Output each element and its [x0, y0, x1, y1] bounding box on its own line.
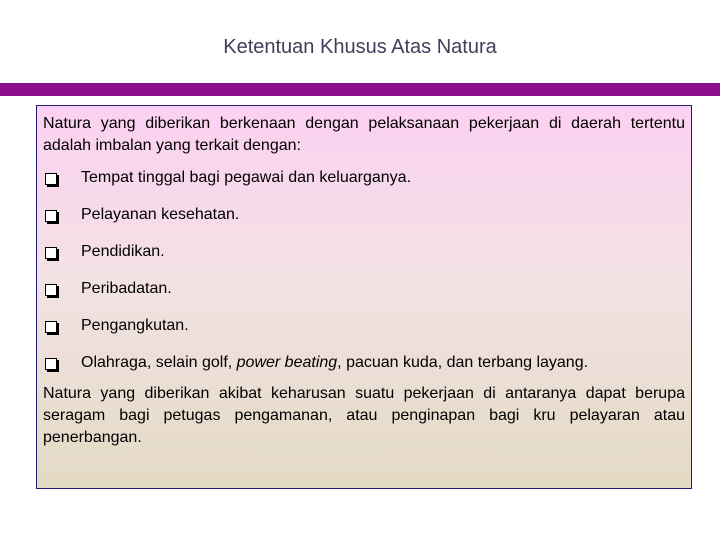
hollow-square-bullet-icon — [45, 173, 57, 185]
intro-paragraph: Natura yang diberikan berkenaan dengan pelaksanaan pekerjaan di daerah tertentu adalah imbalan yang terkait dengan: — [43, 115, 685, 154]
list-item — [43, 352, 685, 374]
bullet-text: Pengangkutan. — [81, 317, 189, 334]
list-item — [43, 167, 685, 189]
closing-paragraph: Natura yang diberikan akibat keharusan suatu pekerjaan di antaranya dapat berupa seragam bagi petugas pengamanan, atau penginapan bagi kru pelayaran atau penerbangan. — [43, 385, 685, 446]
bullet-text: Pendidikan. — [81, 243, 165, 260]
hollow-square-bullet-icon — [45, 284, 57, 296]
bullet-text: Tempat tinggal bagi pegawai dan keluarganya. — [81, 169, 412, 186]
content-box — [36, 105, 692, 489]
accent-bar — [0, 83, 720, 96]
hollow-square-bullet-icon — [45, 358, 57, 370]
bullet-text: Pelayanan kesehatan. — [81, 206, 240, 223]
hollow-square-bullet-icon — [45, 247, 57, 259]
bullet-text — [81, 352, 685, 374]
list-item — [43, 278, 685, 300]
bullet-text: Peribadatan. — [81, 280, 172, 297]
bullet-text-prefix: Olahraga, selain golf, — [81, 354, 237, 371]
list-item — [43, 204, 685, 226]
slide-title: Ketentuan Khusus Atas Natura — [223, 36, 497, 58]
bullet-list — [43, 167, 685, 374]
hollow-square-bullet-icon — [45, 321, 57, 333]
list-item — [43, 241, 685, 263]
list-item — [43, 315, 685, 337]
bullet-text-suffix: , pacuan kuda, dan terbang layang. — [337, 354, 589, 371]
bullet-text-italic: power beating — [236, 354, 338, 371]
hollow-square-bullet-icon — [45, 210, 57, 222]
